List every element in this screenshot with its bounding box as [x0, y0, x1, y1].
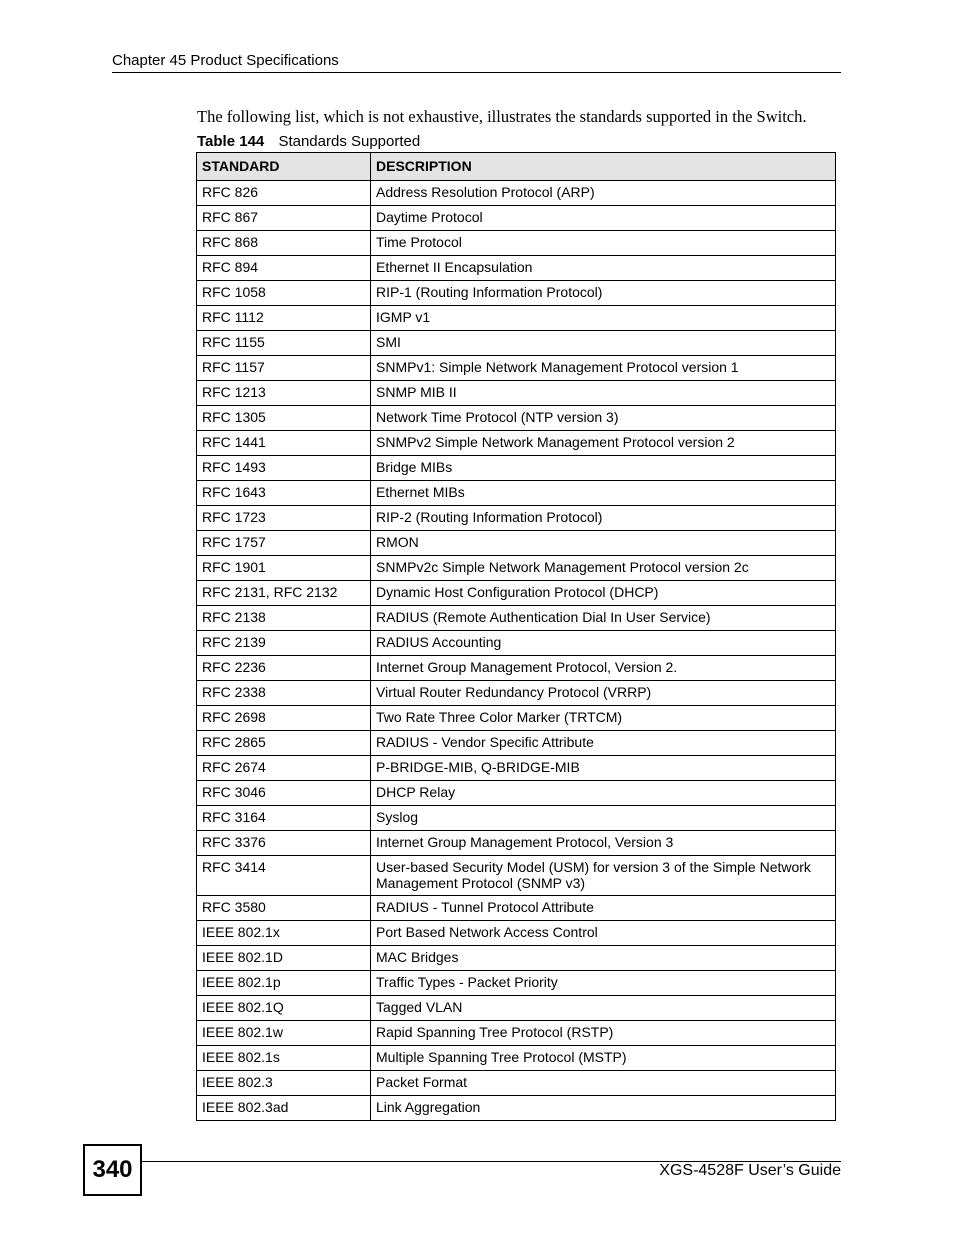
table-row [197, 231, 836, 256]
standard-cell: RFC 3046 [197, 781, 371, 806]
table-row [197, 831, 836, 856]
standard-cell: RFC 894 [197, 256, 371, 281]
standard-cell: RFC 2139 [197, 631, 371, 656]
table-row [197, 331, 836, 356]
standard-cell: RFC 1213 [197, 381, 371, 406]
standard-cell: RFC 1157 [197, 356, 371, 381]
column-header-description: DESCRIPTION [371, 153, 836, 181]
description-cell: SMI [371, 331, 836, 356]
description-cell: SNMPv2 Simple Network Management Protocol version 2 [371, 431, 836, 456]
table-row [197, 781, 836, 806]
description-cell: Dynamic Host Configuration Protocol (DHCP) [371, 581, 836, 606]
description-cell: User-based Security Model (USM) for version 3 of the Simple Network Management Protocol (SNMP v3) [371, 856, 836, 896]
standard-cell: RFC 2698 [197, 706, 371, 731]
description-cell: SNMPv1: Simple Network Management Protocol version 1 [371, 356, 836, 381]
standard-cell: IEEE 802.1x [197, 921, 371, 946]
table-row [197, 896, 836, 921]
description-cell: Multiple Spanning Tree Protocol (MSTP) [371, 1046, 836, 1071]
table-row [197, 456, 836, 481]
standard-cell: RFC 3376 [197, 831, 371, 856]
standard-cell: IEEE 802.1Q [197, 996, 371, 1021]
table-row [197, 731, 836, 756]
table-row [197, 281, 836, 306]
description-cell: RADIUS - Tunnel Protocol Attribute [371, 896, 836, 921]
standard-cell: RFC 868 [197, 231, 371, 256]
standard-cell: RFC 1757 [197, 531, 371, 556]
chapter-title: Chapter 45 Product Specifications [112, 52, 339, 69]
description-cell: Port Based Network Access Control [371, 921, 836, 946]
standard-cell: RFC 1058 [197, 281, 371, 306]
standard-cell: IEEE 802.3 [197, 1071, 371, 1096]
table-row [197, 706, 836, 731]
description-cell: Link Aggregation [371, 1096, 836, 1121]
description-cell: Address Resolution Protocol (ARP) [371, 181, 836, 206]
column-header-standard: STANDARD [197, 153, 371, 181]
table-row [197, 206, 836, 231]
table-caption [197, 132, 420, 152]
standard-cell: RFC 867 [197, 206, 371, 231]
standard-cell: RFC 1723 [197, 506, 371, 531]
description-cell: Ethernet MIBs [371, 481, 836, 506]
standard-cell: RFC 1493 [197, 456, 371, 481]
table-row [197, 606, 836, 631]
description-cell: Virtual Router Redundancy Protocol (VRRP) [371, 681, 836, 706]
table-row [197, 306, 836, 331]
table-row [197, 996, 836, 1021]
table-row [197, 806, 836, 831]
description-cell: Internet Group Management Protocol, Version 3 [371, 831, 836, 856]
standards-table [196, 152, 836, 1121]
description-cell: SNMPv2c Simple Network Management Protocol version 2c [371, 556, 836, 581]
table-row [197, 856, 836, 896]
standard-cell: RFC 1155 [197, 331, 371, 356]
description-cell: Internet Group Management Protocol, Version 2. [371, 656, 836, 681]
description-cell: Time Protocol [371, 231, 836, 256]
standard-cell: IEEE 802.1s [197, 1046, 371, 1071]
description-cell: SNMP MIB II [371, 381, 836, 406]
page-number: 340 [83, 1144, 142, 1196]
table-row [197, 1021, 836, 1046]
description-cell: RADIUS (Remote Authentication Dial In User Service) [371, 606, 836, 631]
table-row [197, 256, 836, 281]
table-row [197, 181, 836, 206]
table-row [197, 556, 836, 581]
chapter-header [112, 51, 841, 73]
description-cell: Syslog [371, 806, 836, 831]
table-caption-title: Standards Supported [278, 133, 421, 150]
description-cell: MAC Bridges [371, 946, 836, 971]
table-row [197, 756, 836, 781]
description-cell: RADIUS - Vendor Specific Attribute [371, 731, 836, 756]
table-row [197, 1096, 836, 1121]
description-cell: RMON [371, 531, 836, 556]
table-row [197, 431, 836, 456]
standard-cell: RFC 3580 [197, 896, 371, 921]
standard-cell: RFC 1112 [197, 306, 371, 331]
standard-cell: RFC 1441 [197, 431, 371, 456]
standard-cell: RFC 826 [197, 181, 371, 206]
description-cell: Daytime Protocol [371, 206, 836, 231]
guide-title: XGS-4528F User’s Guide [659, 1162, 841, 1179]
standard-cell: RFC 3414 [197, 856, 371, 896]
description-cell: Tagged VLAN [371, 996, 836, 1021]
table-row [197, 681, 836, 706]
table-row [197, 356, 836, 381]
standard-cell: RFC 3164 [197, 806, 371, 831]
table-row [197, 506, 836, 531]
description-cell: RIP-1 (Routing Information Protocol) [371, 281, 836, 306]
standard-cell: IEEE 802.1w [197, 1021, 371, 1046]
description-cell: Two Rate Three Color Marker (TRTCM) [371, 706, 836, 731]
description-cell: Rapid Spanning Tree Protocol (RSTP) [371, 1021, 836, 1046]
table-row [197, 531, 836, 556]
standard-cell: RFC 1643 [197, 481, 371, 506]
description-cell: Network Time Protocol (NTP version 3) [371, 406, 836, 431]
table-row [197, 656, 836, 681]
standard-cell: RFC 2865 [197, 731, 371, 756]
table-header-row [197, 153, 836, 181]
table-row [197, 631, 836, 656]
standard-cell: RFC 2674 [197, 756, 371, 781]
description-cell: Traffic Types - Packet Priority [371, 971, 836, 996]
standard-cell: IEEE 802.1p [197, 971, 371, 996]
standard-cell: RFC 2138 [197, 606, 371, 631]
description-cell: RADIUS Accounting [371, 631, 836, 656]
standard-cell: RFC 2236 [197, 656, 371, 681]
description-cell: IGMP v1 [371, 306, 836, 331]
table-row [197, 581, 836, 606]
intro-paragraph: The following list, which is not exhaustive, illustrates the standards supported in the Switch. [197, 107, 807, 126]
table-body [197, 181, 836, 1121]
description-cell: Bridge MIBs [371, 456, 836, 481]
table-row [197, 1046, 836, 1071]
description-cell: RIP-2 (Routing Information Protocol) [371, 506, 836, 531]
table-row [197, 921, 836, 946]
standard-cell: RFC 2338 [197, 681, 371, 706]
standard-cell: IEEE 802.1D [197, 946, 371, 971]
table-row [197, 971, 836, 996]
table-caption-number: Table 144 [197, 133, 265, 150]
description-cell: Ethernet II Encapsulation [371, 256, 836, 281]
standard-cell: IEEE 802.3ad [197, 1096, 371, 1121]
standard-cell: RFC 1901 [197, 556, 371, 581]
standard-cell: RFC 2131, RFC 2132 [197, 581, 371, 606]
table-row [197, 481, 836, 506]
standard-cell: RFC 1305 [197, 406, 371, 431]
table-row [197, 946, 836, 971]
table-row [197, 1071, 836, 1096]
description-cell: DHCP Relay [371, 781, 836, 806]
description-cell: P-BRIDGE-MIB, Q-BRIDGE-MIB [371, 756, 836, 781]
description-cell: Packet Format [371, 1071, 836, 1096]
table-row [197, 406, 836, 431]
table-row [197, 381, 836, 406]
